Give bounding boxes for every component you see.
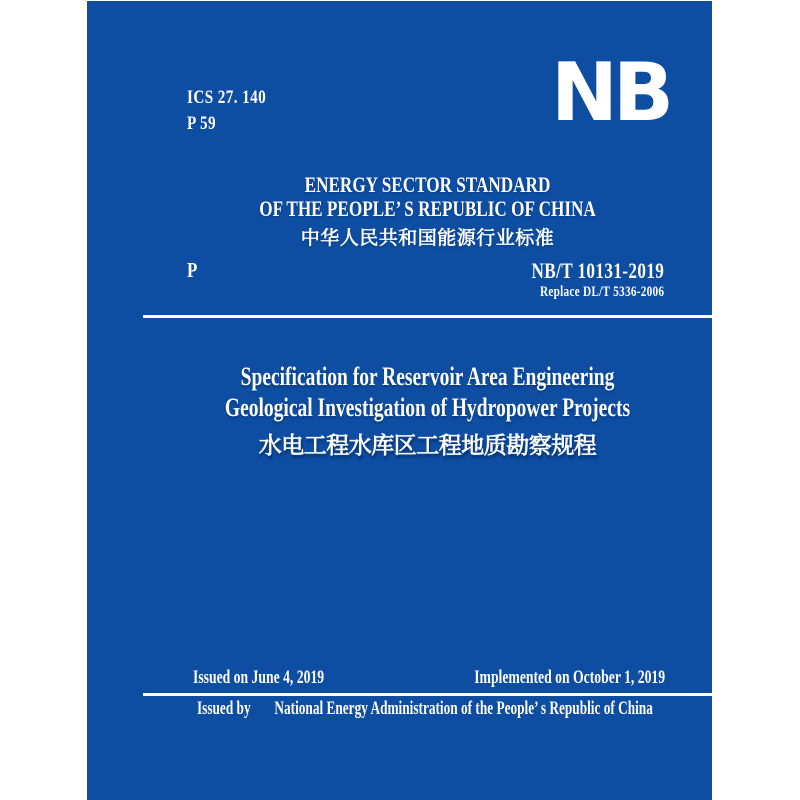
standard-number: NB/T 10131-2019 xyxy=(531,258,664,283)
implementation-date: Implemented on October 1, 2019 xyxy=(474,667,665,688)
title-en-line1: Specification for Reservoir Area Engineering xyxy=(240,362,615,391)
issuer-row xyxy=(197,698,653,720)
issuer-name: National Energy Administration of the People’ s Republic of China xyxy=(274,698,653,719)
standard-cover-page xyxy=(87,1,712,800)
ics-code-block xyxy=(187,85,266,137)
standard-number-block xyxy=(531,257,664,301)
p-classification-marker: P xyxy=(187,258,198,282)
doc-classification-code: P 59 xyxy=(187,113,217,134)
ics-code: ICS 27. 140 xyxy=(187,87,267,108)
replaces-note: Replace DL/T 5336-2006 xyxy=(539,284,664,300)
org-name-cn: 中华人民共和国能源行业标准 xyxy=(300,228,555,249)
org-name-en-line2: OF THE PEOPLE’ S REPUBLIC OF CHINA xyxy=(259,196,596,221)
header-divider-line xyxy=(143,315,712,318)
nb-logo: NB xyxy=(551,46,669,139)
title-en-line2: Geological Investigation of Hydropower Projects xyxy=(224,393,631,422)
document-title-block xyxy=(87,361,712,460)
issue-date: Issued on June 4, 2019 xyxy=(193,667,325,688)
issued-by-label: Issued by xyxy=(197,698,251,719)
org-name-en-line1: ENERGY SECTOR STANDARD xyxy=(304,172,551,197)
footer-divider-line xyxy=(143,693,712,696)
standard-org-header xyxy=(87,173,712,251)
title-cn: 水电工程水库区工程地质勘察规程 xyxy=(258,432,597,458)
dates-row xyxy=(193,667,665,689)
